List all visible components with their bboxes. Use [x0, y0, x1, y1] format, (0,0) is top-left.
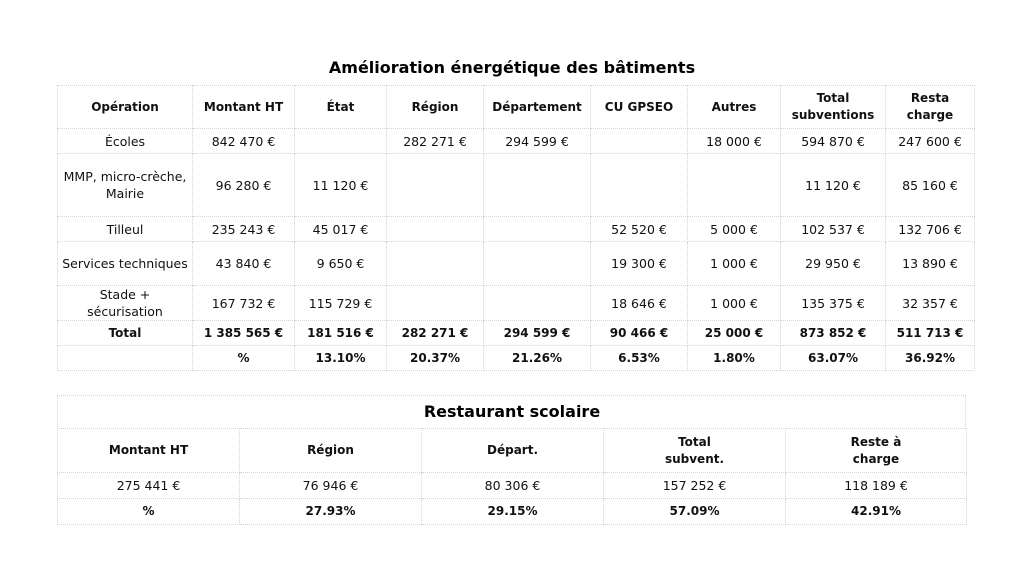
table2-header-cell: Départ.: [422, 429, 604, 473]
table1-header-cell: CU GPSEO: [591, 86, 688, 129]
table1-cell: 842 470 €: [193, 129, 295, 154]
table1-cell: Services techniques: [58, 242, 193, 286]
table1-cell: [591, 154, 688, 217]
table1-cell: 9 650 €: [295, 242, 387, 286]
table1-cell: [387, 286, 484, 321]
table1-cell: [387, 242, 484, 286]
table1-cell: 18 646 €: [591, 286, 688, 321]
table2-cell: 157 252 €: [604, 473, 786, 499]
table2-cell: 118 189 €: [786, 473, 967, 499]
table1-cell: 45 017 €: [295, 217, 387, 242]
table1-cell: 85 160 €: [886, 154, 975, 217]
table1-cell: MMP, micro-crèche, Mairie: [58, 154, 193, 217]
table2-header-cell: Région: [240, 429, 422, 473]
table2-header-cell: Reste à charge: [786, 429, 967, 473]
table1-cell: [484, 154, 591, 217]
table1-cell: 25 000 €: [688, 321, 781, 346]
table1-cell: 132 706 €: [886, 217, 975, 242]
table1-cell: 18 000 €: [688, 129, 781, 154]
table2-cell: 42.91%: [786, 499, 967, 525]
table1-cell: [484, 286, 591, 321]
table1-cell: 181 516 €: [295, 321, 387, 346]
table2-cell: 29.15%: [422, 499, 604, 525]
table1-cell: 13.10%: [295, 346, 387, 371]
table2-cell: 57.09%: [604, 499, 786, 525]
table1-cell: 511 713 €: [886, 321, 975, 346]
table1-row: [58, 242, 975, 286]
table2-header-cell: Total subvent.: [604, 429, 786, 473]
school-restaurant-table: [57, 428, 967, 525]
table1-cell: [484, 217, 591, 242]
table1-cell: [387, 154, 484, 217]
table1-cell: 1 385 565 €: [193, 321, 295, 346]
table1-cell: 32 357 €: [886, 286, 975, 321]
table1-cell: 29 950 €: [781, 242, 886, 286]
table1-cell: Total: [58, 321, 193, 346]
table1-cell: 294 599 €: [484, 129, 591, 154]
table1-cell: 6.53%: [591, 346, 688, 371]
table1-cell: Écoles: [58, 129, 193, 154]
table2-cell: 275 441 €: [58, 473, 240, 499]
table1-cell: 13 890 €: [886, 242, 975, 286]
table1-total-row: [58, 321, 975, 346]
table1-cell: 1 000 €: [688, 286, 781, 321]
table2-title: Restaurant scolaire: [423, 402, 601, 421]
table2-cell: 27.93%: [240, 499, 422, 525]
table1-cell: Stade + sécurisation: [58, 286, 193, 321]
table1-cell: [295, 129, 387, 154]
table2-percent-row: [58, 499, 967, 525]
table1-row: [58, 286, 975, 321]
table1-cell: 135 375 €: [781, 286, 886, 321]
table1-header-cell: Total subventions: [781, 86, 886, 129]
table2-cell: 76 946 €: [240, 473, 422, 499]
table2-cell: %: [58, 499, 240, 525]
table1-cell: 1.80%: [688, 346, 781, 371]
table1-cell: [591, 129, 688, 154]
table1-cell: [484, 242, 591, 286]
table1-cell: [387, 217, 484, 242]
table1-cell: 235 243 €: [193, 217, 295, 242]
table1-cell: 21.26%: [484, 346, 591, 371]
table1-header-row: [58, 86, 975, 129]
table1-cell: 282 271 €: [387, 129, 484, 154]
table1-percent-row: [58, 346, 975, 371]
table1-cell: 5 000 €: [688, 217, 781, 242]
table1-cell: 294 599 €: [484, 321, 591, 346]
table1-cell: 43 840 €: [193, 242, 295, 286]
table1-header-cell: Opération: [58, 86, 193, 129]
table1-title: Amélioration énergétique des bâtiments: [328, 58, 696, 77]
table1-cell: 282 271 €: [387, 321, 484, 346]
table2-cell: 80 306 €: [422, 473, 604, 499]
table1-header-cell: Montant HT: [193, 86, 295, 129]
table1-cell: 873 852 €: [781, 321, 886, 346]
table1-cell: 11 120 €: [781, 154, 886, 217]
table1-header-cell: Région: [387, 86, 484, 129]
table1-cell: [688, 154, 781, 217]
table1-cell: 167 732 €: [193, 286, 295, 321]
table1-cell: 20.37%: [387, 346, 484, 371]
table1-header-cell: Resta charge: [886, 86, 975, 129]
energy-improvement-table: [57, 85, 975, 371]
table1-cell: 36.92%: [886, 346, 975, 371]
table1-cell: 19 300 €: [591, 242, 688, 286]
table1-cell: 594 870 €: [781, 129, 886, 154]
table1-cell: 11 120 €: [295, 154, 387, 217]
table1-cell: 90 466 €: [591, 321, 688, 346]
table1-header-cell: Département: [484, 86, 591, 129]
table1-cell: 102 537 €: [781, 217, 886, 242]
table1-cell: 52 520 €: [591, 217, 688, 242]
table1-cell: 115 729 €: [295, 286, 387, 321]
table2-row: [58, 473, 967, 499]
table1-header-cell: État: [295, 86, 387, 129]
table1-cell: Tilleul: [58, 217, 193, 242]
table2-header-row: [58, 429, 967, 473]
table1-row: [58, 154, 975, 217]
table1-cell: 63.07%: [781, 346, 886, 371]
table1-cell: 96 280 €: [193, 154, 295, 217]
table1-cell: 247 600 €: [886, 129, 975, 154]
table1-row: [58, 129, 975, 154]
table1-cell: 1 000 €: [688, 242, 781, 286]
table1-cell: %: [193, 346, 295, 371]
table1-header-cell: Autres: [688, 86, 781, 129]
table1-cell: [58, 346, 193, 371]
table1-row: [58, 217, 975, 242]
table2-header-cell: Montant HT: [58, 429, 240, 473]
